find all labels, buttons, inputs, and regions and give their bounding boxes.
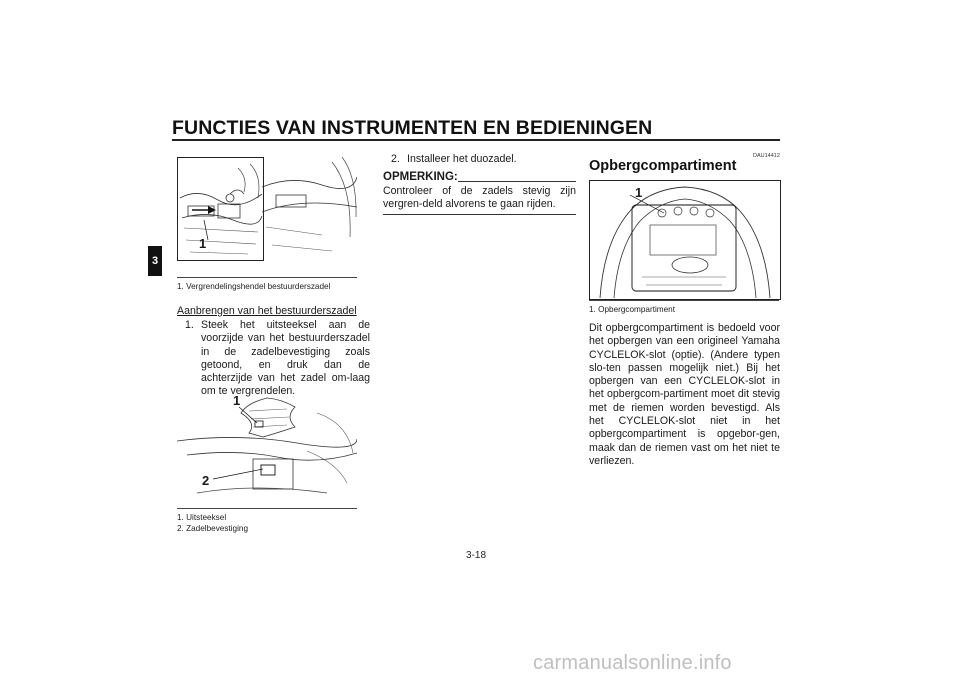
caption-rule	[177, 277, 357, 278]
seat-lock-illustration	[178, 158, 263, 260]
storage-compartment-illustration	[590, 181, 780, 299]
seat-fitting-illustration	[177, 393, 357, 505]
figure-seat-fitting	[177, 393, 357, 505]
step-number: 2.	[391, 153, 400, 165]
note-rule-top	[458, 181, 576, 182]
figure-caption: 2. Zadelbevestiging	[177, 524, 249, 533]
page-number: 3-18	[466, 550, 487, 561]
section-body: Dit opbergcompartiment is bedoeld voor het opbergen van een origineel Yamaha CYCLELOK-slot (optie). (Andere typen slo-ten passen mogelijk niet.) Bij het opbergen van een CYCLELOK-slot in het opbergcom-partiment moet dit stevig met de riemen worden bevestigd. Als het CYCLELOK-slot niet in het opbergcompartiment is opgebor-gen, maak dan de riemen vast om het niet te verliezen.	[589, 322, 780, 467]
note-text: Controleer of de zadels stevig zijn vergren-deld alvorens te gaan rijden.	[383, 185, 576, 211]
figure-caption: 1. Opbergcompartiment	[589, 305, 676, 314]
title-rule	[172, 139, 780, 141]
step-2	[383, 153, 576, 166]
step-text: Installeer het duozadel.	[407, 153, 517, 165]
section-title: Opbergcompartiment	[589, 158, 737, 174]
figure-callout-1: 1	[199, 236, 207, 251]
note-rule-bottom	[383, 214, 576, 215]
figure-seat-lock-lever	[177, 157, 264, 261]
note-heading: OPMERKING:	[383, 171, 458, 183]
figure-caption: 1. Vergrendelingshendel bestuurderszadel	[177, 282, 331, 291]
figure-callout-1: 1	[233, 393, 241, 408]
step-text: Steek het uitsteeksel aan de voorzijde van het bestuurderszadel in de zadelbevestiging zoals getoond, en druk dan de achterzijde van het zadel om-laag om te vergrendelen.	[201, 319, 370, 398]
figure-callout-1: 1	[635, 185, 643, 200]
subheading-install-seat: Aanbrengen van het bestuurderszadel	[177, 305, 357, 317]
caption-rule	[589, 300, 779, 301]
doc-code: DAU14412	[753, 153, 780, 159]
chapter-tab: 3	[148, 246, 162, 276]
page-title: FUNCTIES VAN INSTRUMENTEN EN BEDIENINGEN	[172, 117, 653, 139]
figure-callout-2: 2	[202, 473, 210, 488]
figure-seat-rear-detail	[262, 157, 357, 259]
figure-caption: 1. Uitsteeksel	[177, 513, 227, 522]
caption-rule	[177, 508, 357, 509]
figure-storage-compartment	[589, 180, 781, 300]
step-1	[177, 319, 370, 399]
step-number: 1.	[185, 319, 194, 331]
watermark: carmanualsonline.info	[533, 652, 732, 674]
